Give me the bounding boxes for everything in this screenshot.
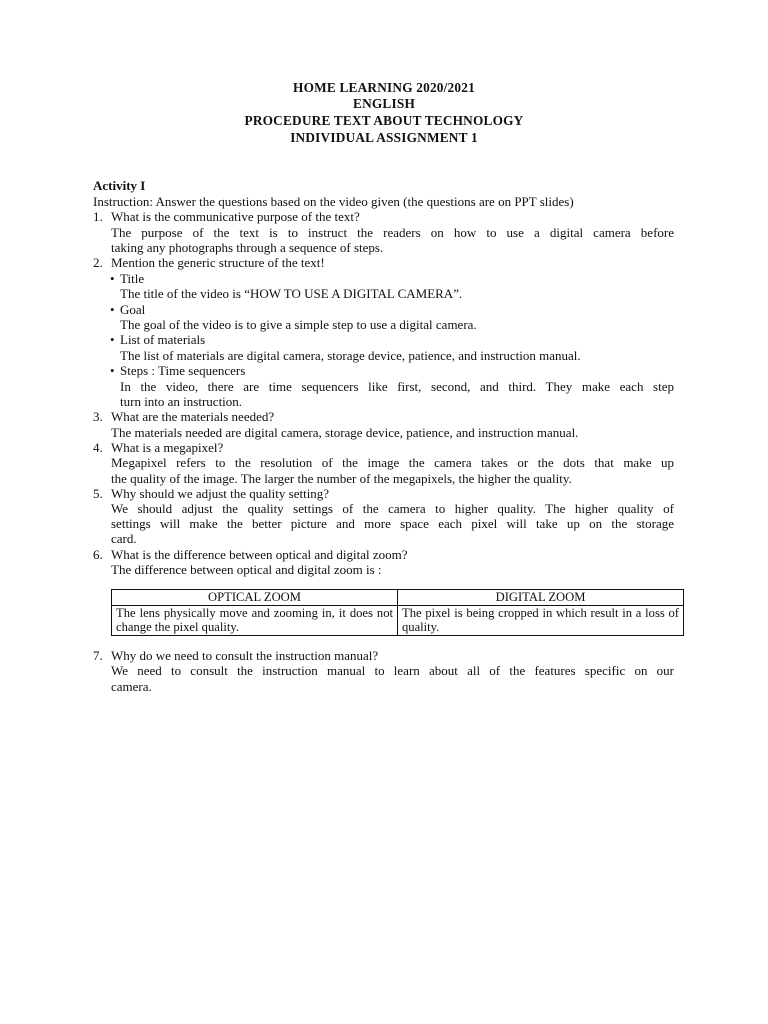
- question-number: 5.: [93, 486, 103, 501]
- structure-text: In the video, there are time sequencers like first, second, and third. They make each step: [120, 379, 674, 394]
- answer-text: card.: [111, 531, 137, 546]
- answer-text: The materials needed are digital camera, storage device, patience, and instruction manual.: [111, 425, 579, 440]
- table-cell-digital-zoom: The pixel is being cropped in which result in a loss of quality.: [398, 605, 684, 635]
- structure-text: The list of materials are digital camera, storage device, patience, and instruction manual.: [120, 348, 581, 363]
- document-title-line-2: ENGLISH: [353, 96, 415, 111]
- bullet-icon: •: [110, 332, 115, 347]
- answer-text: The difference between optical and digital zoom is :: [111, 562, 382, 577]
- document-title-line-1: HOME LEARNING 2020/2021: [293, 80, 475, 95]
- question-text: Why do we need to consult the instruction manual?: [111, 648, 379, 663]
- question-number: 4.: [93, 440, 103, 455]
- answer-text: We need to consult the instruction manual to learn about all of the features specific on our: [111, 663, 674, 678]
- document-title-line-4: INDIVIDUAL ASSIGNMENT 1: [290, 130, 478, 145]
- structure-label: Title: [120, 271, 145, 286]
- question-text: Mention the generic structure of the text!: [111, 255, 325, 270]
- structure-label: List of materials: [120, 332, 206, 347]
- bullet-icon: •: [110, 271, 115, 286]
- answer-text: camera.: [111, 679, 152, 694]
- instruction-text: Instruction: Answer the questions based on the video given (the questions are on PPT slides): [93, 194, 574, 209]
- question-number: 7.: [93, 648, 103, 663]
- table-row: [112, 605, 684, 635]
- structure-label: Steps : Time sequencers: [120, 363, 246, 378]
- question-number: 6.: [93, 547, 103, 562]
- question-number: 2.: [93, 255, 103, 270]
- bullet-icon: •: [110, 363, 115, 378]
- answer-text: settings will make the better picture and more space each pixel will take up on the storage: [111, 516, 674, 531]
- activity-heading: Activity I: [93, 178, 146, 193]
- document-title-line-3: PROCEDURE TEXT ABOUT TECHNOLOGY: [244, 113, 524, 128]
- question-text: What is a megapixel?: [111, 440, 224, 455]
- question-number: 1.: [93, 209, 103, 224]
- answer-text: Megapixel refers to the resolution of the image the camera takes or the dots that make up: [111, 455, 674, 470]
- question-text: What are the materials needed?: [111, 409, 275, 424]
- structure-text: The title of the video is “HOW TO USE A DIGITAL CAMERA”.: [120, 286, 463, 301]
- question-text: What is the difference between optical and digital zoom?: [111, 547, 408, 562]
- question-text: What is the communicative purpose of the text?: [111, 209, 360, 224]
- bullet-icon: •: [110, 302, 115, 317]
- question-number: 3.: [93, 409, 103, 424]
- table-header-optical-zoom: OPTICAL ZOOM: [112, 590, 398, 606]
- table-header-digital-zoom: DIGITAL ZOOM: [398, 590, 684, 606]
- answer-text: We should adjust the quality settings of the camera to higher quality. The higher quality of: [111, 501, 674, 516]
- structure-label: Goal: [120, 302, 146, 317]
- answer-text: The purpose of the text is to instruct the readers on how to use a digital camera before: [111, 225, 674, 240]
- question-text: Why should we adjust the quality setting?: [111, 486, 330, 501]
- zoom-comparison-table: [111, 589, 684, 636]
- table-header-row: [112, 590, 684, 606]
- answer-text: the quality of the image. The larger the number of the megapixels, the higher the quality.: [111, 471, 572, 486]
- structure-text: The goal of the video is to give a simple step to use a digital camera.: [120, 317, 477, 332]
- structure-text: turn into an instruction.: [120, 394, 243, 409]
- answer-text: taking any photographs through a sequence of steps.: [111, 240, 384, 255]
- table-cell-optical-zoom: The lens physically move and zooming in, it does not change the pixel quality.: [112, 605, 398, 635]
